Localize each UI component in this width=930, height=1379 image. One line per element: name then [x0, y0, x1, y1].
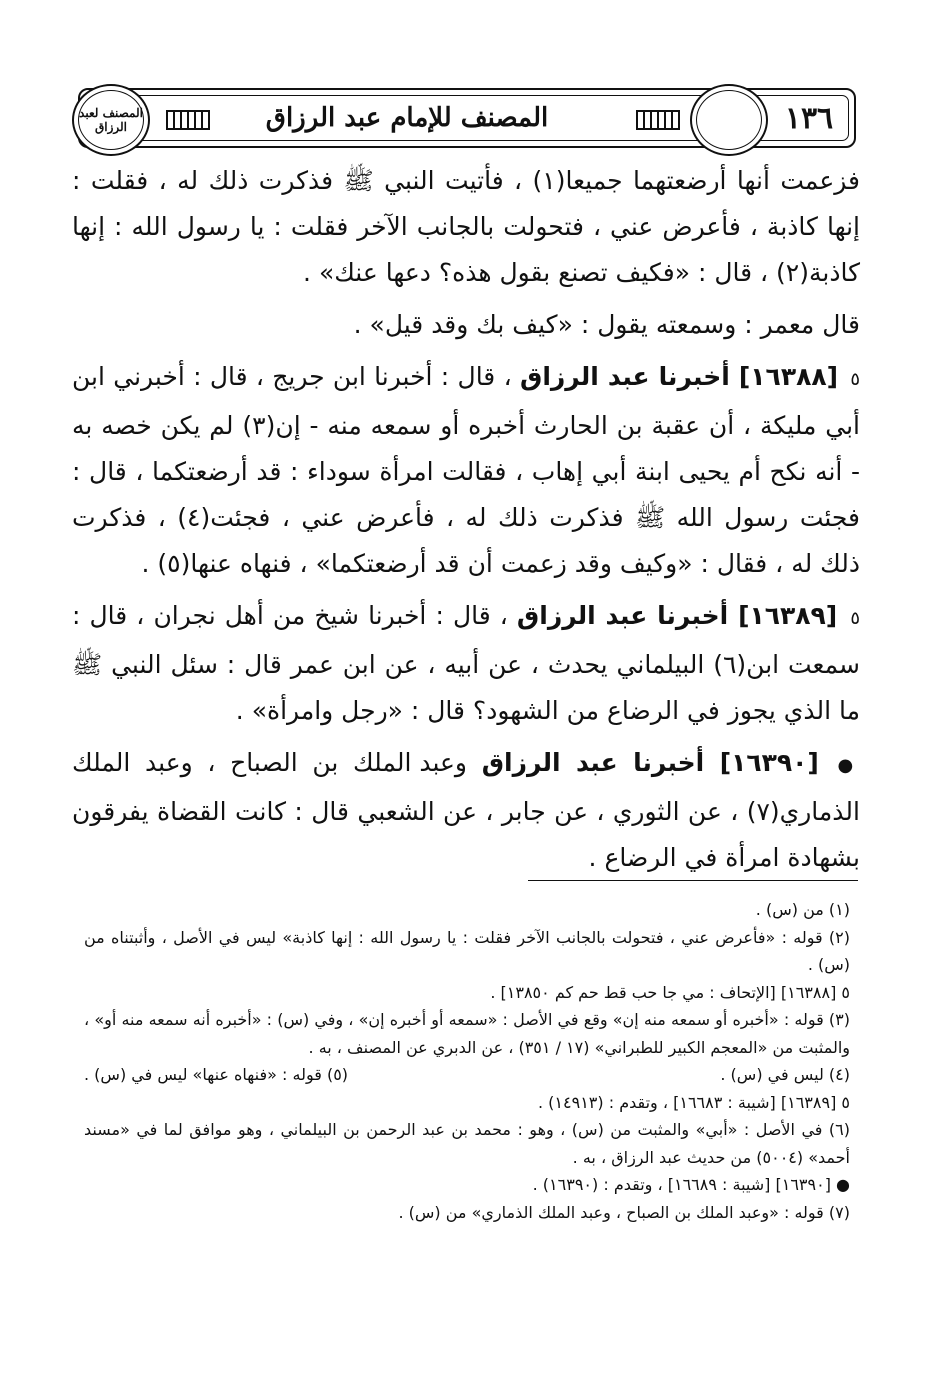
hadith-16390 — [72, 740, 860, 881]
footnote: (٤) ليس في (س) . — [720, 1065, 850, 1084]
footnote: (٧) قوله : «وعبد الملك بن الصباح ، وعبد الملك الذماري» من (س) . — [398, 1202, 850, 1222]
emblem-medallion — [72, 84, 150, 156]
hadith-reference: [١٦٣٨٨] أخبرنا عبد الرزاق — [519, 362, 839, 391]
footnote-row — [84, 1061, 850, 1089]
main-text — [72, 158, 860, 881]
footnote: (٥) قوله : «فنهاه عنها» ليس في (س) . — [84, 1065, 349, 1084]
footnote-divider — [528, 880, 858, 881]
hadith-text: ، قال : أخبرنا ابن جريج ، قال : أخبرني ابن أبي مليكة ، أن عقبة بن الحارث أخبره أو سمعه منه - إن(٣) لم يكن خصه به - أنه نكح أم يحيى ابنة أبي إهاب ، فقالت امرأة سوداء : قد أرضعتكما ، قال : فجئت رسول الله ﷺ فذكرت ذلك له ، فأعرض عني ، فجئت(٤) ، فذكرت ذلك له ، فقال : «وكيف وقد زعمت أن قد أرضعتكما» ، فنهاه عنها(٥) . — [72, 362, 861, 578]
footnote-source: ٥ [١٦٣٨٨] [الإتحاف : مي جا حب قط حم كم ١٣٨٥٠] . — [490, 982, 850, 1002]
hadith-reference: [١٦٣٨٩] أخبرنا عبد الرزاق — [516, 601, 838, 630]
footnote: (٣) قوله : «أخبره أو سمعه منه إن» وقع في الأصل : «سمعه أو أخبره إن» ، وفي (س) : «أخبره أنه سمعه منه أو» ، والمثبت من «المعجم الكبير للطبراني» (١٧ / ٣٥١) ، عن الدبري عن المصنف ، به . — [84, 1010, 850, 1057]
page-number: ١٣٦ — [784, 100, 834, 136]
hadith-marker: ● — [837, 755, 860, 776]
paragraph: فزعمت أنها أرضعتهما جميعا(١) ، فأتيت النبي ﷺ فذكرت ذلك له ، فقلت : إنها كاذبة ، فأعرض عني ، فتحولت بالجانب الآخر فقلت : يا رسول الله : إنها كاذبة(٢) ، قال : «فكيف تصنع بقول هذه؟ دعها عنك» . — [72, 166, 861, 287]
paragraph: قال معمر : وسمعته يقول : «كيف بك وقد قيل» . — [353, 310, 860, 339]
hadith-16389 — [72, 593, 860, 734]
hadith-text: ، قال : أخبرنا شيخ من أهل نجران ، قال : سمعت ابن(٦) البيلماني يحدث ، عن أبيه ، عن ابن عمر قال : سئل النبي ﷺ ما الذي يجوز في الرضاع من الشهود؟ قال : «رجل وامرأة» . — [72, 601, 860, 725]
footnote-source: ٥ [١٦٣٨٩] [شيبة : ١٦٦٨٣] ، وتقدم : (١٤٩١٣) . — [538, 1092, 850, 1112]
footnote: (١) من (س) . — [755, 900, 850, 919]
emblem-text: المصنف لعبد الرزاق — [79, 106, 143, 134]
hadith-marker: ٥ — [850, 608, 860, 629]
header-ornament-left — [166, 110, 210, 130]
hadith-reference: [١٦٣٩٠] أخبرنا عبد الرزاق — [481, 748, 819, 777]
footnote-source: ● [١٦٣٩٠] [شيبة : ١٦٦٨٩] ، وتقدم : (١٦٣٩٠) . — [532, 1175, 850, 1194]
hadith-text: وعبد الملك بن الصباح ، وعبد الملك الذماري(٧) ، عن الثوري ، عن جابر ، عن الشعبي قال : كانت القضاة يفرقون بشهادة امرأة في الرضاع . — [72, 748, 860, 872]
header-ornament-right — [636, 110, 680, 130]
footnotes — [84, 896, 850, 1226]
page-header — [78, 88, 856, 148]
hadith-marker: ٥ — [850, 369, 861, 390]
footnote: (٦) في الأصل : «أبي» والمثبت من (س) ، وهو : محمد بن عبد الرحمن بن البيلماني ، وهو موافق لما في «مسند أحمد» (٥٠٠٤) من حديث عبد الرزاق ، به . — [84, 1120, 850, 1167]
footnote: (٢) قوله : «فأعرض عني ، فتحولت بالجانب الآخر فقلت : يا رسول الله : إنها كاذبة» ليس في الأصل ، وأثبتناه من (س) . — [84, 927, 850, 974]
hadith-16388 — [72, 354, 860, 587]
header-medallion — [690, 84, 768, 156]
running-title: المصنف للإمام عبد الرزاق — [265, 103, 549, 133]
